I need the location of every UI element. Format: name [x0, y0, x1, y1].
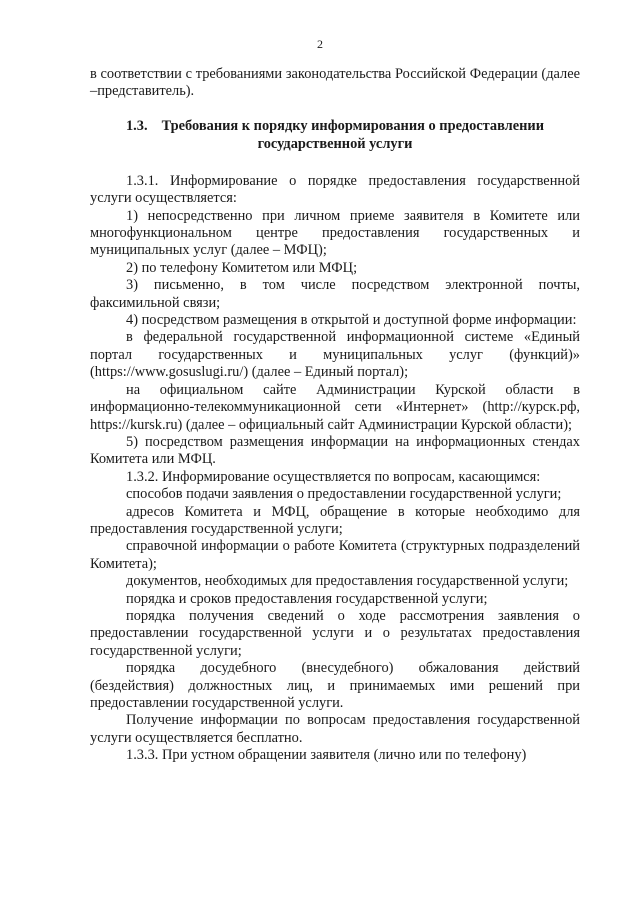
- paragraph: порядка получения сведений о ходе рассмотрения заявления о предоставлении государственной услуги и о результатах предоставления государственной услуги;: [90, 607, 580, 659]
- paragraph: 1.3.2. Информирование осуществляется по вопросам, касающимся:: [126, 468, 541, 485]
- paragraph: 1.3.1. Информирование о порядке предоставления государственной услуги осуществляется:: [90, 172, 580, 207]
- paragraph: 3) письменно, в том числе посредством электронной почты, факсимильной связи;: [90, 277, 580, 311]
- paragraph: в федеральной государственной информационной системе «Единый портал государственных и муниципальных услуг (функций)» (https://www.gosuslugi.ru/) (далее – Единый портал);: [90, 329, 580, 381]
- section-title: Требования к порядку информирования о предоставлении государственной услуги: [161, 117, 545, 152]
- paragraph: на официальном сайте Администрации Курской области в информационно-телекоммуникационной сети «Интернет» (http://курск.рф, https://kursk.ru) (далее – официальный сайт Администрации Курской области);: [90, 381, 580, 433]
- paragraph: порядка досудебного (внесудебного) обжалования действий (бездействия) должностных лиц, и принимаемых ими решений при предоставлении государственной услуги.: [90, 660, 580, 711]
- paragraph-continuation: в соответствии с требованиями законодательства Российской Федерации (далее –представитель).: [90, 66, 580, 100]
- paragraph: справочной информации о работе Комитета (структурных подразделений Комитета);: [90, 538, 580, 572]
- document-body: [90, 66, 580, 765]
- paragraph: адресов Комитета и МФЦ, обращение в которые необходимо для предоставления государственной услуги;: [90, 503, 580, 537]
- paragraph: способов подачи заявления о предоставлении государственной услуги;: [126, 486, 562, 503]
- paragraph: 5) посредством размещения информации на информационных стендах Комитета или МФЦ.: [90, 433, 580, 468]
- page-number: 2: [317, 37, 323, 51]
- paragraph: 1) непосредственно при личном приеме заявителя в Комитете или многофункциональном центре предоставления государственных и муниципальных услуг (далее – МФЦ);: [90, 207, 580, 259]
- paragraph: 4) посредством размещения в открытой и доступной форме информации:: [126, 312, 577, 329]
- section-heading: [90, 117, 580, 153]
- section-paragraphs: [90, 173, 580, 765]
- paragraph: 1.3.3. При устном обращении заявителя (лично или по телефону): [126, 747, 527, 764]
- section-number: 1.3.: [125, 117, 148, 134]
- paragraph: Получение информации по вопросам предоставления государственной услуги осуществляется бесплатно.: [90, 712, 580, 746]
- paragraph: документов, необходимых для предоставления государственной услуги;: [126, 573, 569, 590]
- paragraph: порядка и сроков предоставления государственной услуги;: [126, 590, 488, 607]
- paragraph: 2) по телефону Комитетом или МФЦ;: [126, 259, 358, 276]
